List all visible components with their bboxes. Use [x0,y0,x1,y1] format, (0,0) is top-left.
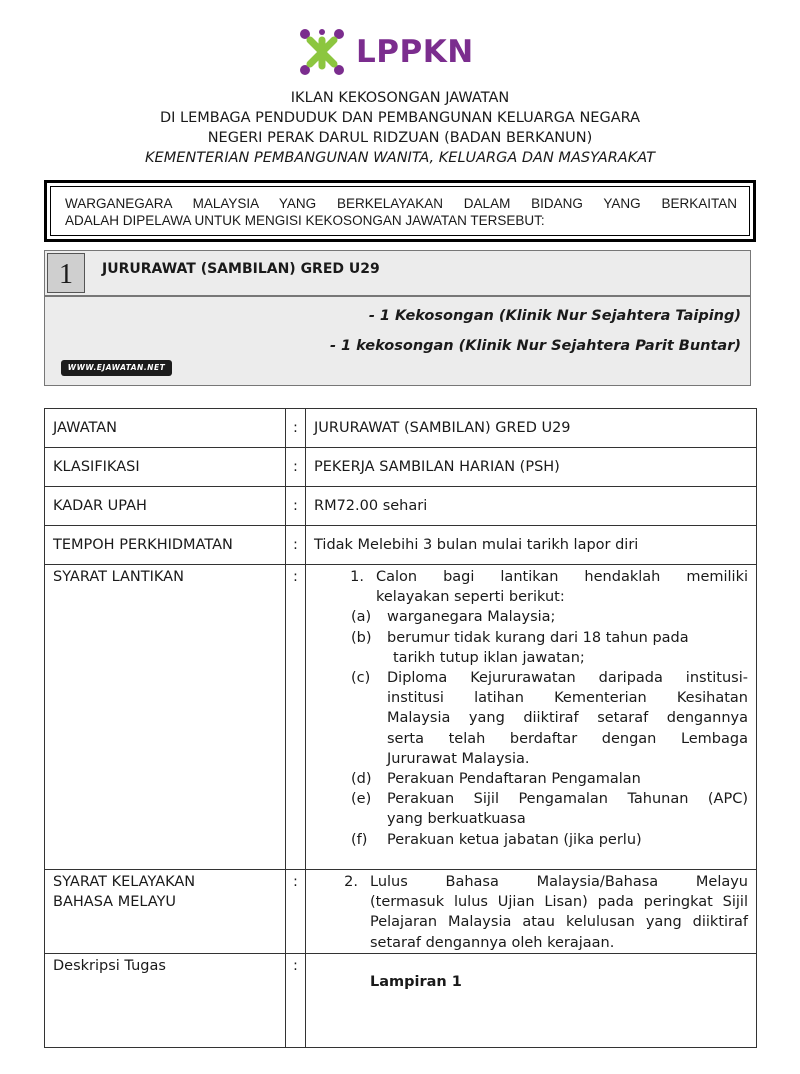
list-item-continuation: yang berkuatkuasa [387,811,526,828]
bahasa-line-4: setaraf dengannya oleh kerajaan. [370,934,615,951]
post-title: JURURAWAT (SAMBILAN) GRED U29 [102,261,380,277]
colon: : [286,487,306,526]
colon: : [293,957,298,974]
bahasa-line-3: Pelajaran Malaysia atau kelulusan yang diiktiraf [370,914,748,931]
list-item-continuation: tarikh tutup iklan jawatan; [393,649,585,666]
vacancy-parit-buntar: - 1 kekosongan (Klinik Nur Sejahtera Parit Buntar) [329,338,741,354]
notice-line-2: ADALAH DIPELAWA UNTUK MENGISI KEKOSONGAN JAWATAN TERSEBUT: [65,213,545,228]
bahasa-line-2: (termasuk lulus Ujian Lisan) pada peringkat Sijil [370,894,748,911]
value-jawatan: JURURAWAT (SAMBILAN) GRED U29 [306,409,757,448]
colon: : [293,569,298,585]
notice-line-1: WARGANEGARA MALAYSIA YANG BERKELAYAKAN DALAM BIDANG YANG BERKAITAN [65,196,737,211]
syarat-intro-2: kelayakan seperti berikut: [376,589,565,606]
syarat-lantikan-content [306,565,757,870]
table-row-kadar-upah [45,487,757,526]
value-tempoh: Tidak Melebihi 3 bulan mulai tarikh lapor diri [306,526,757,565]
table-row-tempoh [45,526,757,565]
lppkn-logo [296,25,474,79]
label-syarat-lantikan: SYARAT LANTIKAN [53,569,184,585]
syarat-bahasa-content [306,870,757,954]
table-row-jawatan [45,409,757,448]
bahasa-line-1: Lulus Bahasa Malaysia/Bahasa Melayu [370,874,748,890]
list-item: (d) Perakuan Pendaftaran Pengamalan [351,771,641,788]
post-number: 1 [47,253,85,293]
value-kadar-upah: RM72.00 sehari [306,487,757,526]
heading-line-4: KEMENTERIAN PEMBANGUNAN WANITA, KELUARGA DAN MASYARAKAT [145,150,655,166]
watermark-badge: WWW.EJAWATAN.NET [61,360,172,376]
label-tempoh: TEMPOH PERKHIDMATAN [45,526,286,565]
heading-line-3: NEGERI PERAK DARUL RIDZUAN (BADAN BERKANUN) [207,130,593,146]
table-row-klasifikasi [45,448,757,487]
heading-line-1: IKLAN KEKOSONGAN JAWATAN [290,90,510,106]
list-item: (e) Perakuan Sijil Pengamalan Tahunan (APC) [351,791,748,808]
bahasa-number: 2. [344,874,358,890]
table-row-syarat-lantikan [45,565,757,870]
label-kadar-upah: KADAR UPAH [45,487,286,526]
table-row-syarat-bahasa [45,870,757,954]
label-syarat-kelayakan: SYARAT KELAYAKAN [53,874,196,890]
colon: : [286,409,306,448]
value-lampiran: Lampiran 1 [370,973,462,990]
syarat-number: 1. [350,569,364,585]
list-item-continuation: institusi latihan Kementerian Kesihatan [387,690,748,707]
list-item: (a) warganegara Malaysia; [351,609,556,626]
list-item-continuation: serta telah berdaftar dengan Lembaga [387,730,748,747]
label-klasifikasi: KLASIFIKASI [45,448,286,487]
post-header [44,250,751,296]
page-heading [0,88,800,168]
colon: : [286,448,306,487]
lppkn-logo-icon [296,26,348,78]
label-deskripsi: Deskripsi Tugas [53,957,166,974]
eligibility-notice [44,180,756,242]
list-item-continuation: Malaysia yang diiktiraf setaraf dengannya [387,710,748,727]
table-row-deskripsi [45,953,757,1047]
job-details-table [44,408,757,1048]
list-item: (b) berumur tidak kurang dari 18 tahun pada [351,629,689,646]
vacancy-taiping: - 1 Kekosongan (Klinik Nur Sejahtera Taiping) [368,308,741,324]
lppkn-logo-text: LPPKN [356,34,474,70]
colon: : [293,874,298,890]
list-item: (c) Diploma Kejururawatan daripada institusi- [351,670,748,687]
label-bahasa-melayu: BAHASA MELAYU [53,894,177,911]
colon: : [286,526,306,565]
syarat-intro-1: Calon bagi lantikan hendaklah memiliki [376,569,748,585]
list-item: (f) Perakuan ketua jabatan (jika perlu) [351,831,642,848]
value-klasifikasi: PEKERJA SAMBILAN HARIAN (PSH) [306,448,757,487]
list-item-continuation: Jururawat Malaysia. [387,750,530,767]
label-jawatan: JAWATAN [45,409,286,448]
heading-line-2: DI LEMBAGA PENDUDUK DAN PEMBANGUNAN KELUARGA NEGARA [159,110,641,126]
post-vacancies [44,296,751,386]
